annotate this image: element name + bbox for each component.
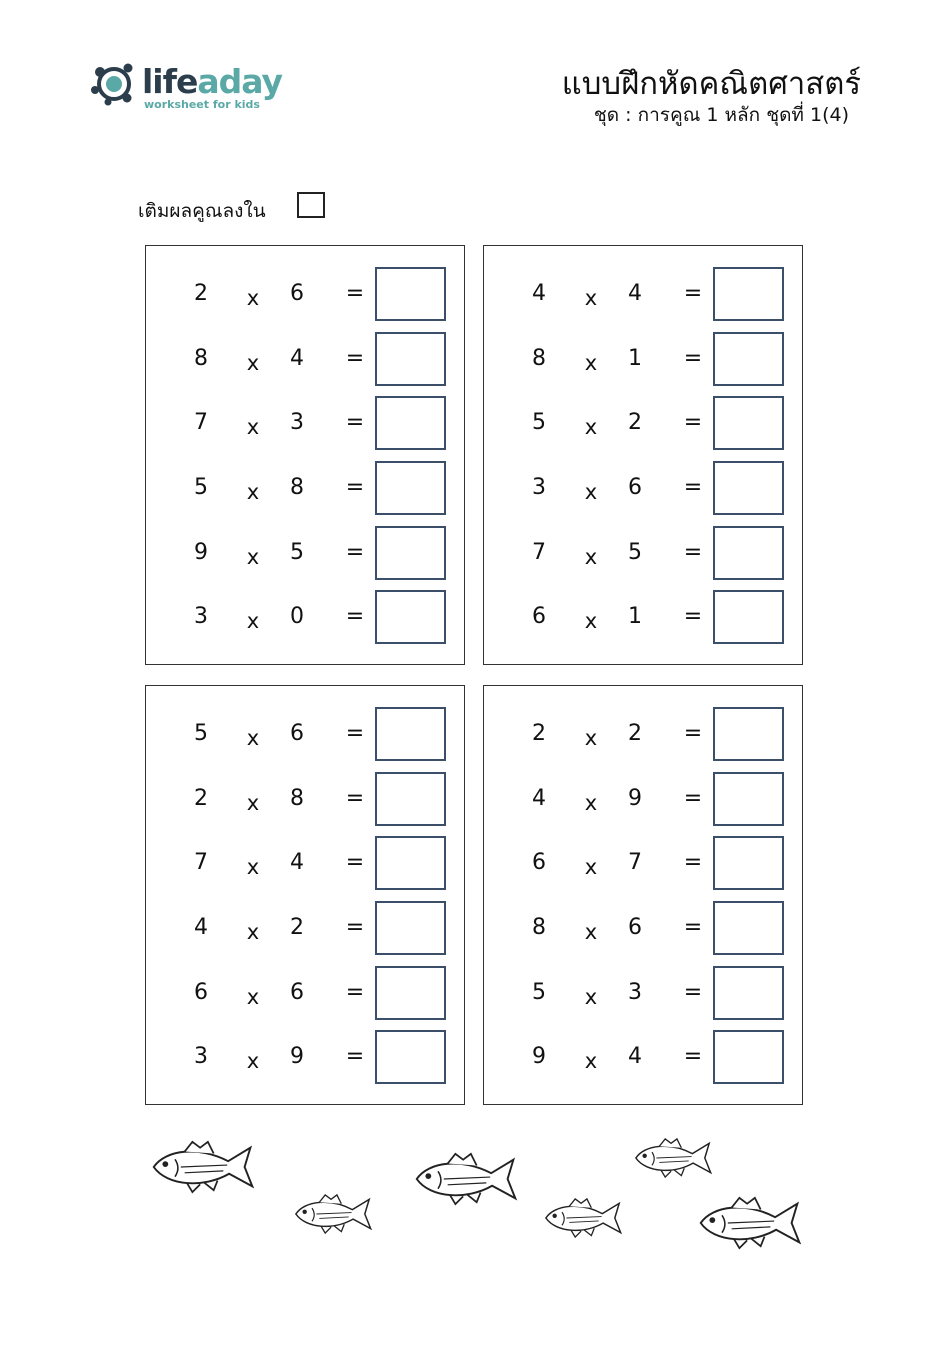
logo-word-aday: aday	[197, 62, 283, 101]
problem-row	[484, 772, 804, 826]
multiply-sign: x	[246, 351, 260, 375]
multiplier: 3	[628, 980, 642, 1005]
problem-row	[146, 267, 466, 321]
answer-box[interactable]	[375, 836, 446, 890]
multiplicand: 6	[532, 604, 546, 629]
equals-sign: =	[683, 410, 703, 435]
problem-row	[484, 901, 804, 955]
multiply-sign: x	[246, 286, 260, 310]
multiply-sign: x	[584, 1049, 598, 1073]
problem-row	[146, 707, 466, 761]
multiplicand: 7	[532, 540, 546, 565]
answer-box[interactable]	[375, 1030, 446, 1084]
multiply-sign: x	[584, 855, 598, 879]
problem-row	[484, 461, 804, 515]
answer-box[interactable]	[713, 526, 784, 580]
answer-box[interactable]	[375, 901, 446, 955]
fish-decoration	[0, 1120, 951, 1270]
problem-row	[146, 772, 466, 826]
equals-sign: =	[683, 915, 703, 940]
equals-sign: =	[345, 850, 365, 875]
problem-panel-3	[145, 685, 465, 1105]
problem-row	[484, 526, 804, 580]
multiplier: 6	[290, 721, 304, 746]
multiply-sign: x	[246, 609, 260, 633]
problem-row	[484, 590, 804, 644]
answer-box[interactable]	[375, 461, 446, 515]
equals-sign: =	[683, 281, 703, 306]
multiply-sign: x	[246, 726, 260, 750]
equals-sign: =	[345, 475, 365, 500]
multiplier: 2	[628, 721, 642, 746]
multiplicand: 3	[532, 475, 546, 500]
answer-box[interactable]	[713, 396, 784, 450]
multiply-sign: x	[584, 286, 598, 310]
answer-box[interactable]	[713, 267, 784, 321]
problem-row	[146, 836, 466, 890]
fish-icon	[538, 1196, 630, 1244]
multiplier: 6	[628, 475, 642, 500]
equals-sign: =	[683, 540, 703, 565]
equals-sign: =	[683, 721, 703, 746]
problem-row	[146, 461, 466, 515]
problem-row	[146, 332, 466, 386]
page-title: แบบฝึกหัดคณิตศาสตร์	[561, 66, 861, 102]
multiplier: 2	[628, 410, 642, 435]
problem-panel-4	[483, 685, 803, 1105]
multiplier: 0	[290, 604, 304, 629]
multiplicand: 8	[532, 915, 546, 940]
multiplier: 4	[628, 1044, 642, 1069]
equals-sign: =	[683, 786, 703, 811]
equals-sign: =	[345, 980, 365, 1005]
multiplicand: 5	[194, 721, 208, 746]
multiply-sign: x	[246, 855, 260, 879]
equals-sign: =	[683, 475, 703, 500]
answer-box[interactable]	[375, 707, 446, 761]
multiplicand: 5	[532, 980, 546, 1005]
problem-row	[146, 590, 466, 644]
multiplier: 5	[290, 540, 304, 565]
multiply-sign: x	[246, 1049, 260, 1073]
answer-box[interactable]	[375, 966, 446, 1020]
equals-sign: =	[683, 346, 703, 371]
answer-box[interactable]	[375, 526, 446, 580]
multiplier: 5	[628, 540, 642, 565]
multiply-sign: x	[584, 480, 598, 504]
multiply-sign: x	[584, 985, 598, 1009]
answer-box[interactable]	[375, 267, 446, 321]
multiplier: 4	[290, 346, 304, 371]
problem-row	[146, 526, 466, 580]
answer-box[interactable]	[375, 396, 446, 450]
problem-row	[484, 332, 804, 386]
multiplier: 9	[628, 786, 642, 811]
multiplier: 9	[290, 1044, 304, 1069]
multiplicand: 4	[194, 915, 208, 940]
equals-sign: =	[683, 604, 703, 629]
equals-sign: =	[345, 1044, 365, 1069]
answer-box[interactable]	[713, 1030, 784, 1084]
multiply-sign: x	[584, 415, 598, 439]
logo-tagline: worksheet for kids	[144, 98, 260, 111]
problem-row	[484, 836, 804, 890]
equals-sign: =	[345, 604, 365, 629]
answer-box[interactable]	[375, 772, 446, 826]
equals-sign: =	[345, 540, 365, 565]
multiplicand: 8	[194, 346, 208, 371]
multiplier: 6	[628, 915, 642, 940]
multiplicand: 2	[532, 721, 546, 746]
multiplier: 8	[290, 786, 304, 811]
multiplicand: 7	[194, 850, 208, 875]
multiply-sign: x	[584, 545, 598, 569]
answer-box[interactable]	[375, 332, 446, 386]
multiplicand: 2	[194, 281, 208, 306]
multiplicand: 3	[194, 1044, 208, 1069]
problem-row	[484, 1030, 804, 1084]
answer-box[interactable]	[713, 332, 784, 386]
multiply-sign: x	[584, 791, 598, 815]
logo	[90, 60, 290, 120]
multiplicand: 5	[194, 475, 208, 500]
multiply-sign: x	[246, 415, 260, 439]
multiplier: 3	[290, 410, 304, 435]
equals-sign: =	[345, 721, 365, 746]
multiplicand: 4	[532, 281, 546, 306]
equals-sign: =	[683, 980, 703, 1005]
fish-icon	[628, 1136, 720, 1184]
problem-row	[484, 267, 804, 321]
multiplicand: 6	[194, 980, 208, 1005]
multiplicand: 9	[532, 1044, 546, 1069]
equals-sign: =	[345, 346, 365, 371]
multiplier: 4	[628, 281, 642, 306]
logo-wordmark	[142, 62, 282, 102]
multiplicand: 4	[532, 786, 546, 811]
multiplicand: 7	[194, 410, 208, 435]
multiplier: 6	[290, 281, 304, 306]
multiplier: 1	[628, 604, 642, 629]
multiplier: 7	[628, 850, 642, 875]
equals-sign: =	[683, 850, 703, 875]
multiplier: 6	[290, 980, 304, 1005]
answer-box[interactable]	[713, 836, 784, 890]
multiply-sign: x	[246, 920, 260, 944]
fish-icon	[692, 1194, 810, 1256]
problem-row	[484, 707, 804, 761]
page-subtitle: ชุด : การคูณ 1 หลัก ชุดที่ 1(4)	[593, 104, 849, 126]
answer-box[interactable]	[713, 772, 784, 826]
problem-row	[146, 901, 466, 955]
fish-icon	[145, 1138, 263, 1200]
problem-row	[146, 966, 466, 1020]
multiply-sign: x	[246, 985, 260, 1009]
multiplicand: 8	[532, 346, 546, 371]
multiplicand: 5	[532, 410, 546, 435]
equals-sign: =	[345, 281, 365, 306]
fish-icon	[288, 1192, 380, 1240]
fish-icon	[408, 1150, 526, 1212]
logo-mark-icon	[90, 60, 140, 110]
multiply-sign: x	[584, 609, 598, 633]
answer-box[interactable]	[713, 966, 784, 1020]
multiplicand: 9	[194, 540, 208, 565]
equals-sign: =	[345, 786, 365, 811]
multiplier: 8	[290, 475, 304, 500]
multiply-sign: x	[246, 791, 260, 815]
problem-panel-1	[145, 245, 465, 665]
problem-row	[484, 966, 804, 1020]
multiplicand: 3	[194, 604, 208, 629]
answer-box[interactable]	[713, 461, 784, 515]
multiply-sign: x	[246, 480, 260, 504]
problem-row	[146, 396, 466, 450]
answer-box[interactable]	[713, 901, 784, 955]
multiply-sign: x	[584, 726, 598, 750]
problem-panel-2	[483, 245, 803, 665]
equals-sign: =	[683, 1044, 703, 1069]
multiplicand: 6	[532, 850, 546, 875]
multiply-sign: x	[584, 351, 598, 375]
answer-box[interactable]	[375, 590, 446, 644]
multiplier: 4	[290, 850, 304, 875]
multiplier: 2	[290, 915, 304, 940]
problem-row	[146, 1030, 466, 1084]
multiply-sign: x	[246, 545, 260, 569]
problem-row	[484, 396, 804, 450]
equals-sign: =	[345, 410, 365, 435]
instruction-text: เติมผลคูณลงใน	[138, 200, 266, 222]
equals-sign: =	[345, 915, 365, 940]
logo-word-life: life	[142, 62, 198, 101]
instruction-sample-box	[297, 192, 325, 218]
multiplicand: 2	[194, 786, 208, 811]
multiplier: 1	[628, 346, 642, 371]
answer-box[interactable]	[713, 590, 784, 644]
multiply-sign: x	[584, 920, 598, 944]
answer-box[interactable]	[713, 707, 784, 761]
